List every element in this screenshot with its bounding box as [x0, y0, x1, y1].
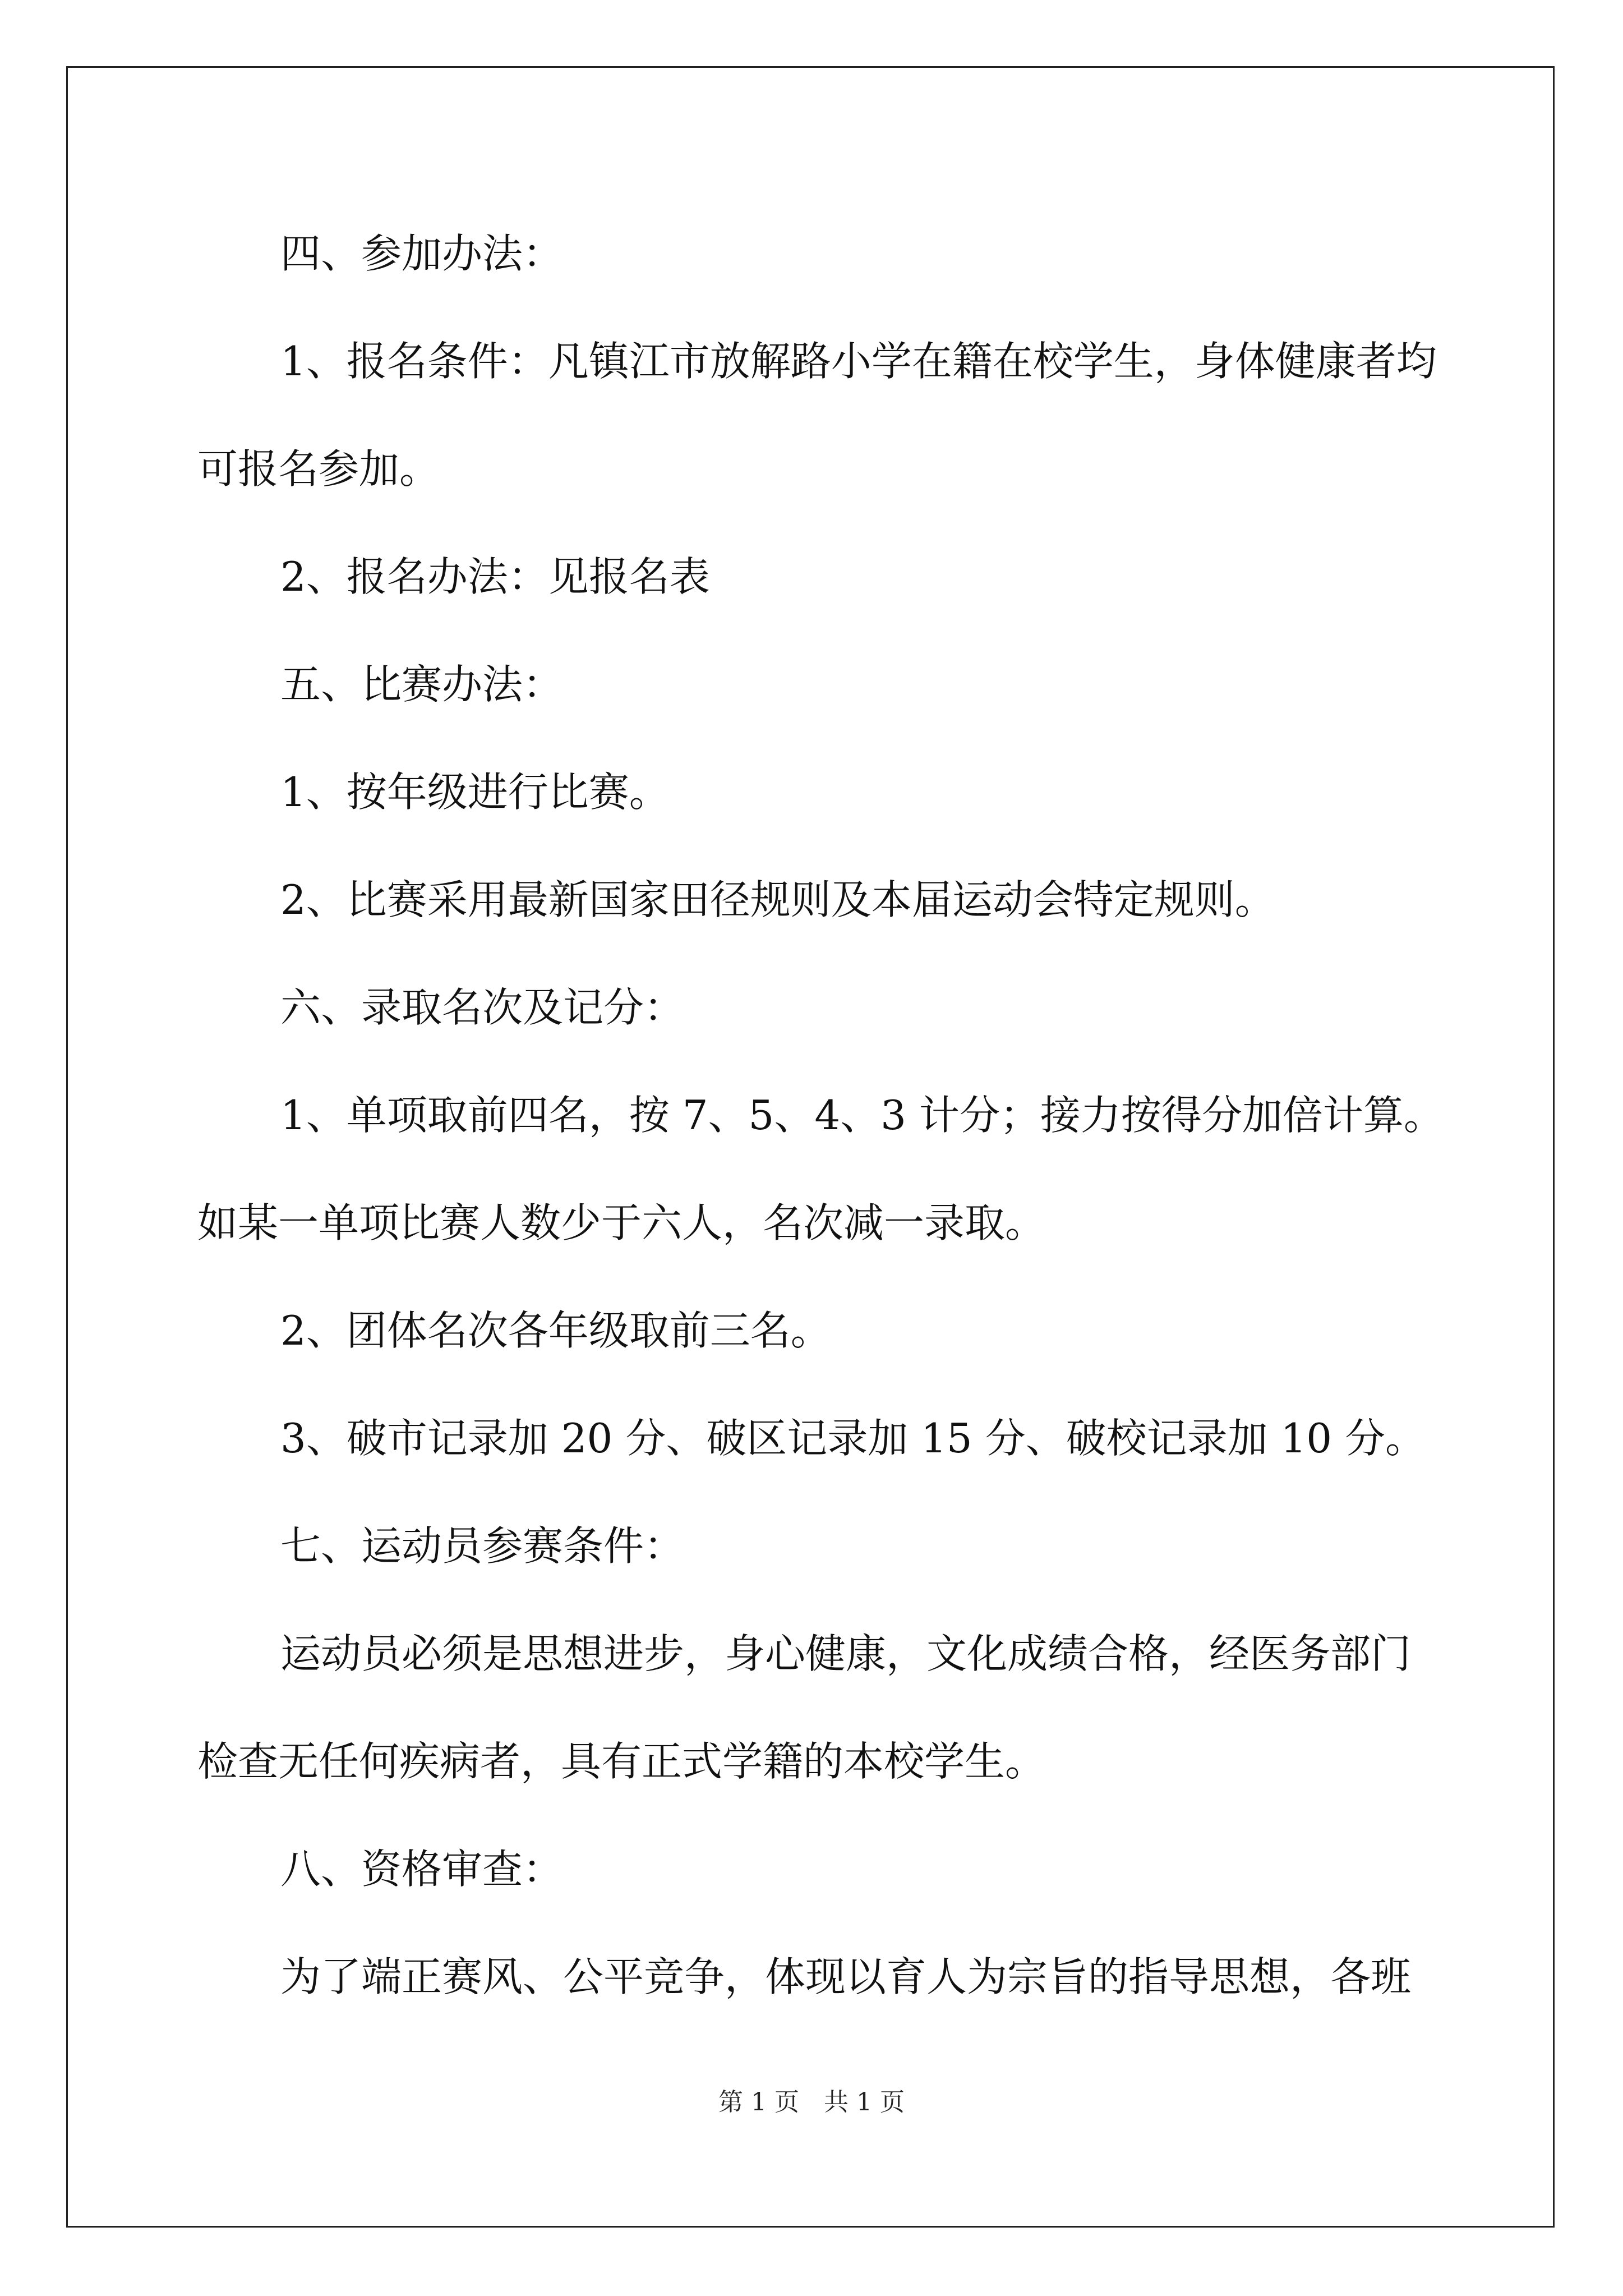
paragraph-line: 1、按年级进行比赛。 [280, 769, 670, 816]
page-border [66, 66, 1555, 2228]
paragraph-line: 运动员必须是思想进步，身心健康，文化成绩合格，经医务部门 [280, 1630, 1412, 1677]
paragraph-line: 检查无任何疾病者，具有正式学籍的本校学生。 [197, 1738, 1046, 1785]
paragraph-line: 3、破市记录加 20 分、破区记录加 15 分、破校记录加 10 分。 [280, 1415, 1426, 1462]
section-heading-5: 五、比赛办法： [280, 661, 564, 708]
section-heading-8: 八、资格审查： [280, 1846, 564, 1893]
section-heading-4: 四、参加办法： [280, 230, 564, 277]
paragraph-line: 为了端正赛风、公平竞争，体现以育人为宗旨的指导思想，各班 [280, 1953, 1412, 2000]
section-heading-7: 七、运动员参赛条件： [280, 1522, 685, 1570]
paragraph-line: 2、团体名次各年级取前三名。 [280, 1307, 831, 1354]
paragraph-line: 2、比赛采用最新国家田径规则及本届运动会特定规则。 [280, 876, 1275, 923]
paragraph-line: 2、报名办法：见报名表 [280, 553, 710, 600]
page-number: 第 1 页 共 1 页 [718, 2088, 905, 2116]
paragraph-line: 1、报名条件：凡镇江市放解路小学在籍在校学生，身体健康者均 [280, 338, 1437, 385]
section-heading-6: 六、录取名次及记分： [280, 984, 685, 1031]
paragraph-line: 可报名参加。 [197, 445, 440, 493]
paragraph-line: 如某一单项比赛人数少于六人，名次减一录取。 [197, 1199, 1046, 1246]
paragraph-line: 1、单项取前四名，按 7、5、4、3 计分；接力按得分加倍计算。 [280, 1092, 1444, 1139]
